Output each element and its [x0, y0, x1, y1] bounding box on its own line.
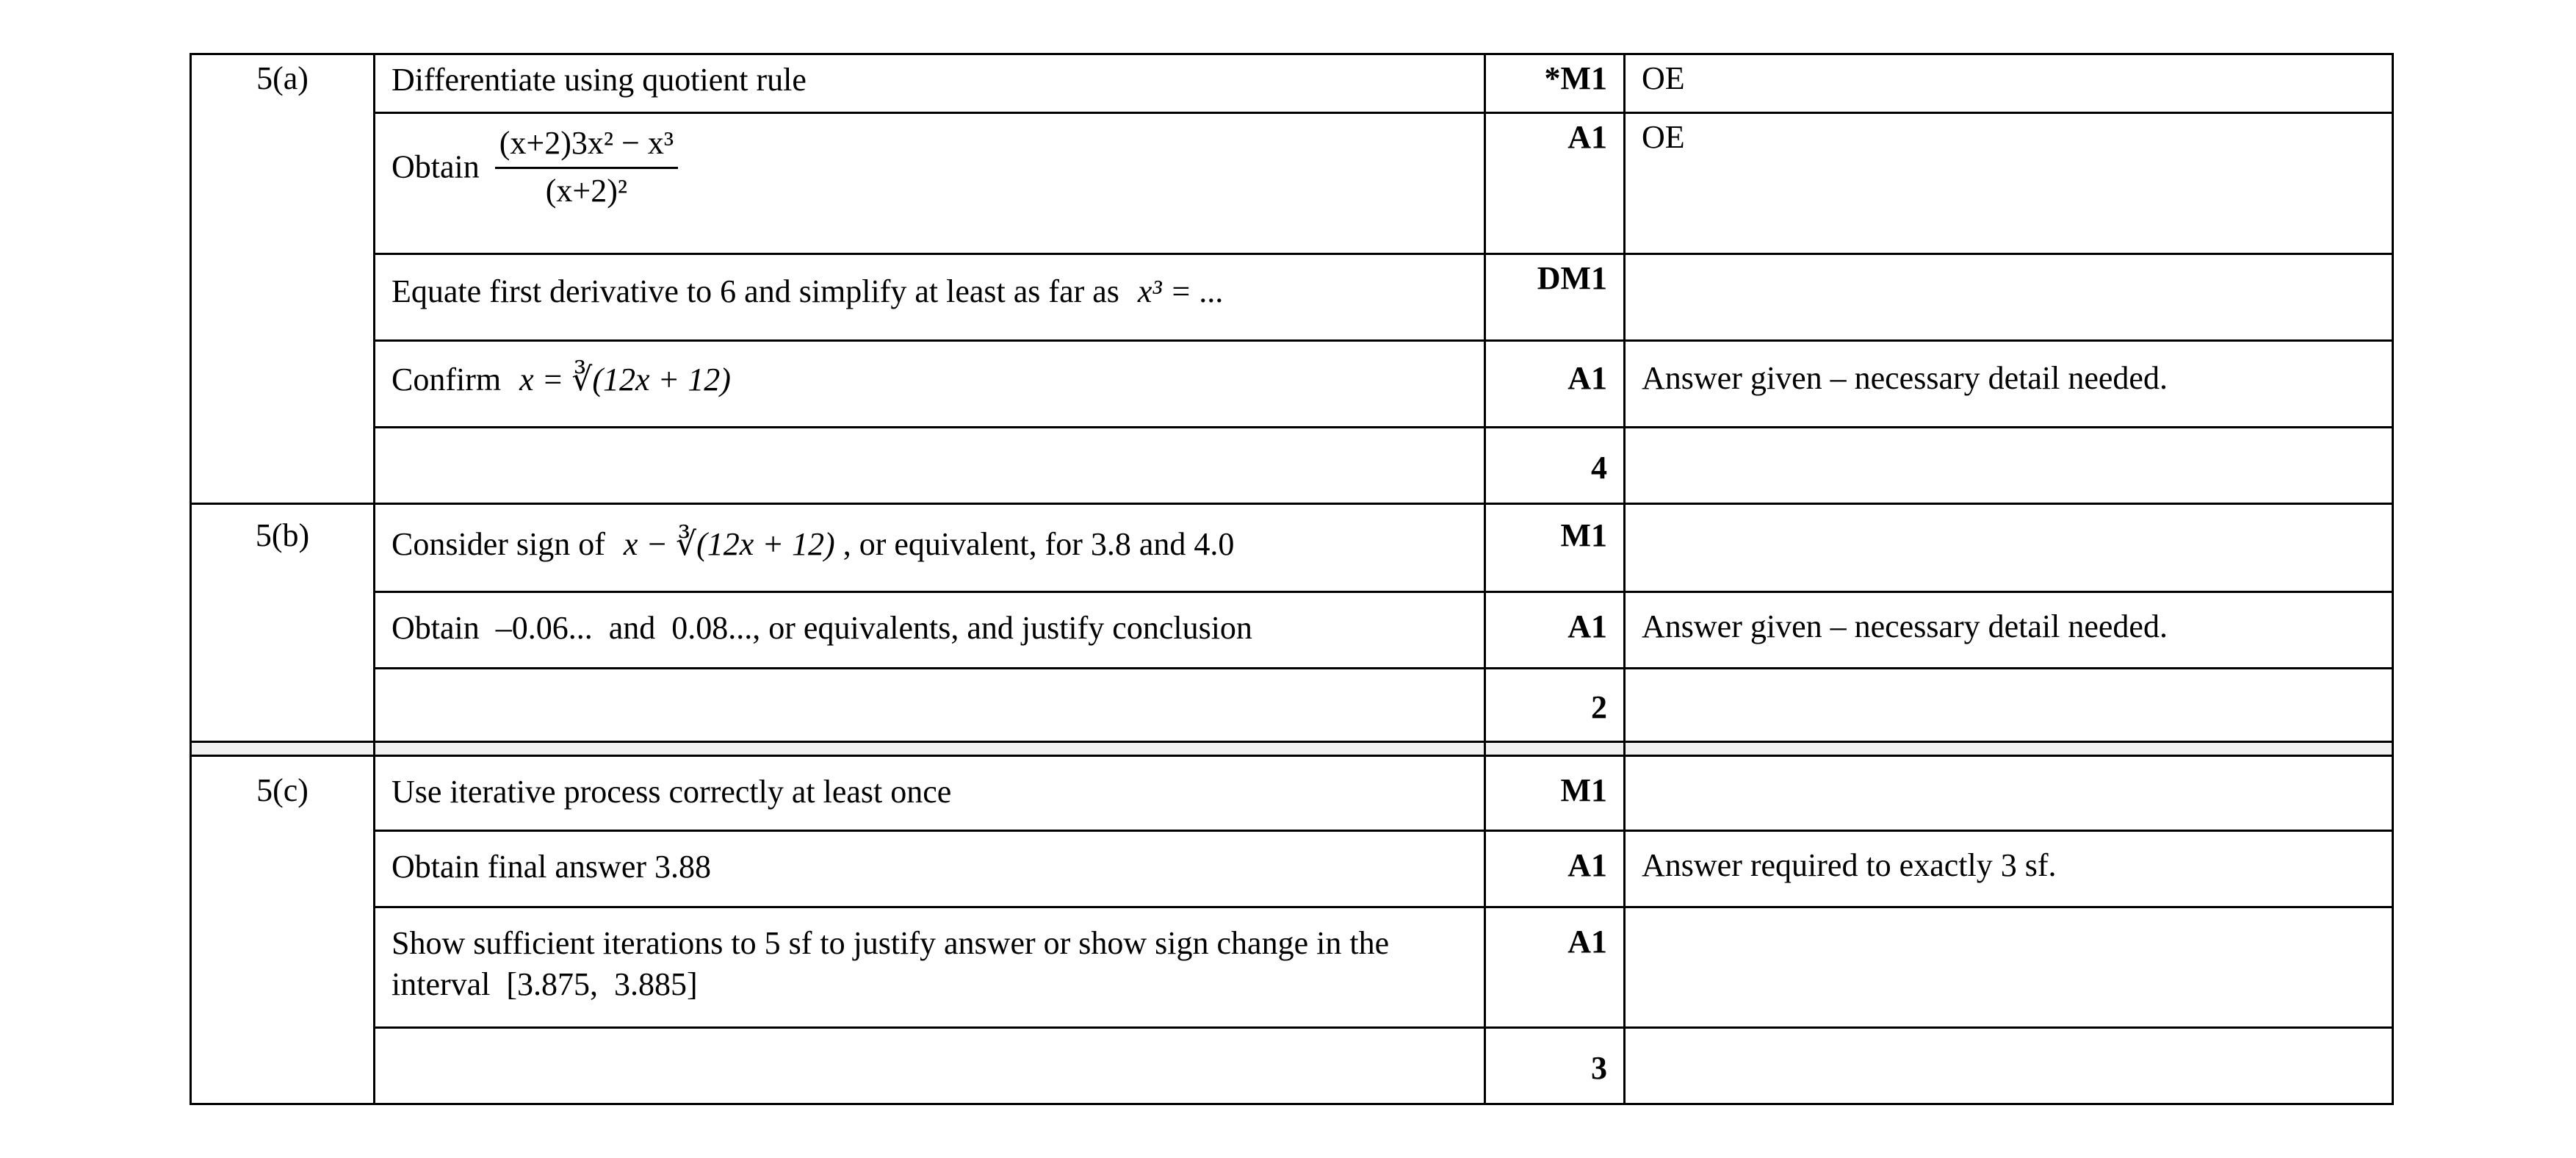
guidance-cell [1625, 504, 2393, 592]
table-row [191, 1028, 2393, 1104]
mark-scheme-table [190, 53, 2394, 1105]
answer-cell: Show sufficient iterations to 5 sf to justify answer or show sign change in the interval [3.875, 3.885] [375, 907, 1485, 1028]
table-row [191, 428, 2393, 504]
guidance-cell: Answer required to exactly 3 sf. [1625, 831, 2393, 907]
answer-cell [375, 428, 1485, 504]
fraction-denominator: (x+2)² [545, 173, 628, 209]
mark-cell: DM1 [1485, 254, 1625, 341]
table-row [191, 592, 2393, 669]
answer-text: Equate first derivative to 6 and simplify at least as far as [392, 273, 1119, 309]
answer-cell [375, 113, 1485, 254]
math-expression: x = ∛(12x + 12) [519, 362, 731, 398]
table-row [191, 54, 2393, 113]
guidance-cell [1625, 907, 2393, 1028]
total-mark: 2 [1485, 669, 1625, 742]
answer-cell: Obtain final answer 3.88 [375, 831, 1485, 907]
guidance-cell [1625, 669, 2393, 742]
question-number: 5(a) [191, 54, 375, 504]
question-number: 5(c) [191, 756, 375, 1104]
answer-cell [375, 1028, 1485, 1104]
answer-cell [375, 504, 1485, 592]
question-number: 5(b) [191, 504, 375, 742]
mark-cell: M1 [1485, 504, 1625, 592]
guidance-cell: Answer given – necessary detail needed. [1625, 592, 2393, 669]
section-separator [191, 742, 2393, 756]
mark-cell: A1 [1485, 592, 1625, 669]
guidance-cell: OE [1625, 113, 2393, 254]
answer-prefix: Confirm [392, 362, 502, 398]
answer-suffix: , or equivalent, for 3.8 and 4.0 [843, 526, 1235, 562]
fraction [495, 123, 678, 212]
table-row [191, 831, 2393, 907]
total-mark: 3 [1485, 1028, 1625, 1104]
table-row [191, 113, 2393, 254]
math-expression: x³ = ... [1137, 273, 1224, 309]
mark-cell: *M1 [1485, 54, 1625, 113]
answer-cell [375, 341, 1485, 428]
answer-prefix: Obtain [392, 148, 480, 185]
table-row [191, 756, 2393, 831]
mark-cell: A1 [1485, 113, 1625, 254]
guidance-cell [1625, 254, 2393, 341]
answer-cell [375, 254, 1485, 341]
fraction-numerator: (x+2)3x² − x³ [495, 123, 678, 169]
answer-cell: Differentiate using quotient rule [375, 54, 1485, 113]
mark-cell: A1 [1485, 341, 1625, 428]
table-row [191, 907, 2393, 1028]
table-row [191, 341, 2393, 428]
answer-prefix: Consider sign of [392, 526, 605, 562]
guidance-cell [1625, 756, 2393, 831]
table-row [191, 254, 2393, 341]
table-row [191, 669, 2393, 742]
guidance-cell [1625, 1028, 2393, 1104]
math-expression: x − ∛(12x + 12) [623, 526, 835, 562]
mark-cell: A1 [1485, 907, 1625, 1028]
table-row [191, 504, 2393, 592]
mark-cell: M1 [1485, 756, 1625, 831]
guidance-cell [1625, 428, 2393, 504]
total-mark: 4 [1485, 428, 1625, 504]
answer-cell [375, 669, 1485, 742]
guidance-cell: OE [1625, 54, 2393, 113]
answer-cell: Use iterative process correctly at least once [375, 756, 1485, 831]
mark-cell: A1 [1485, 831, 1625, 907]
answer-cell: Obtain –0.06... and 0.08..., or equivalents, and justify conclusion [375, 592, 1485, 669]
guidance-cell: Answer given – necessary detail needed. [1625, 341, 2393, 428]
